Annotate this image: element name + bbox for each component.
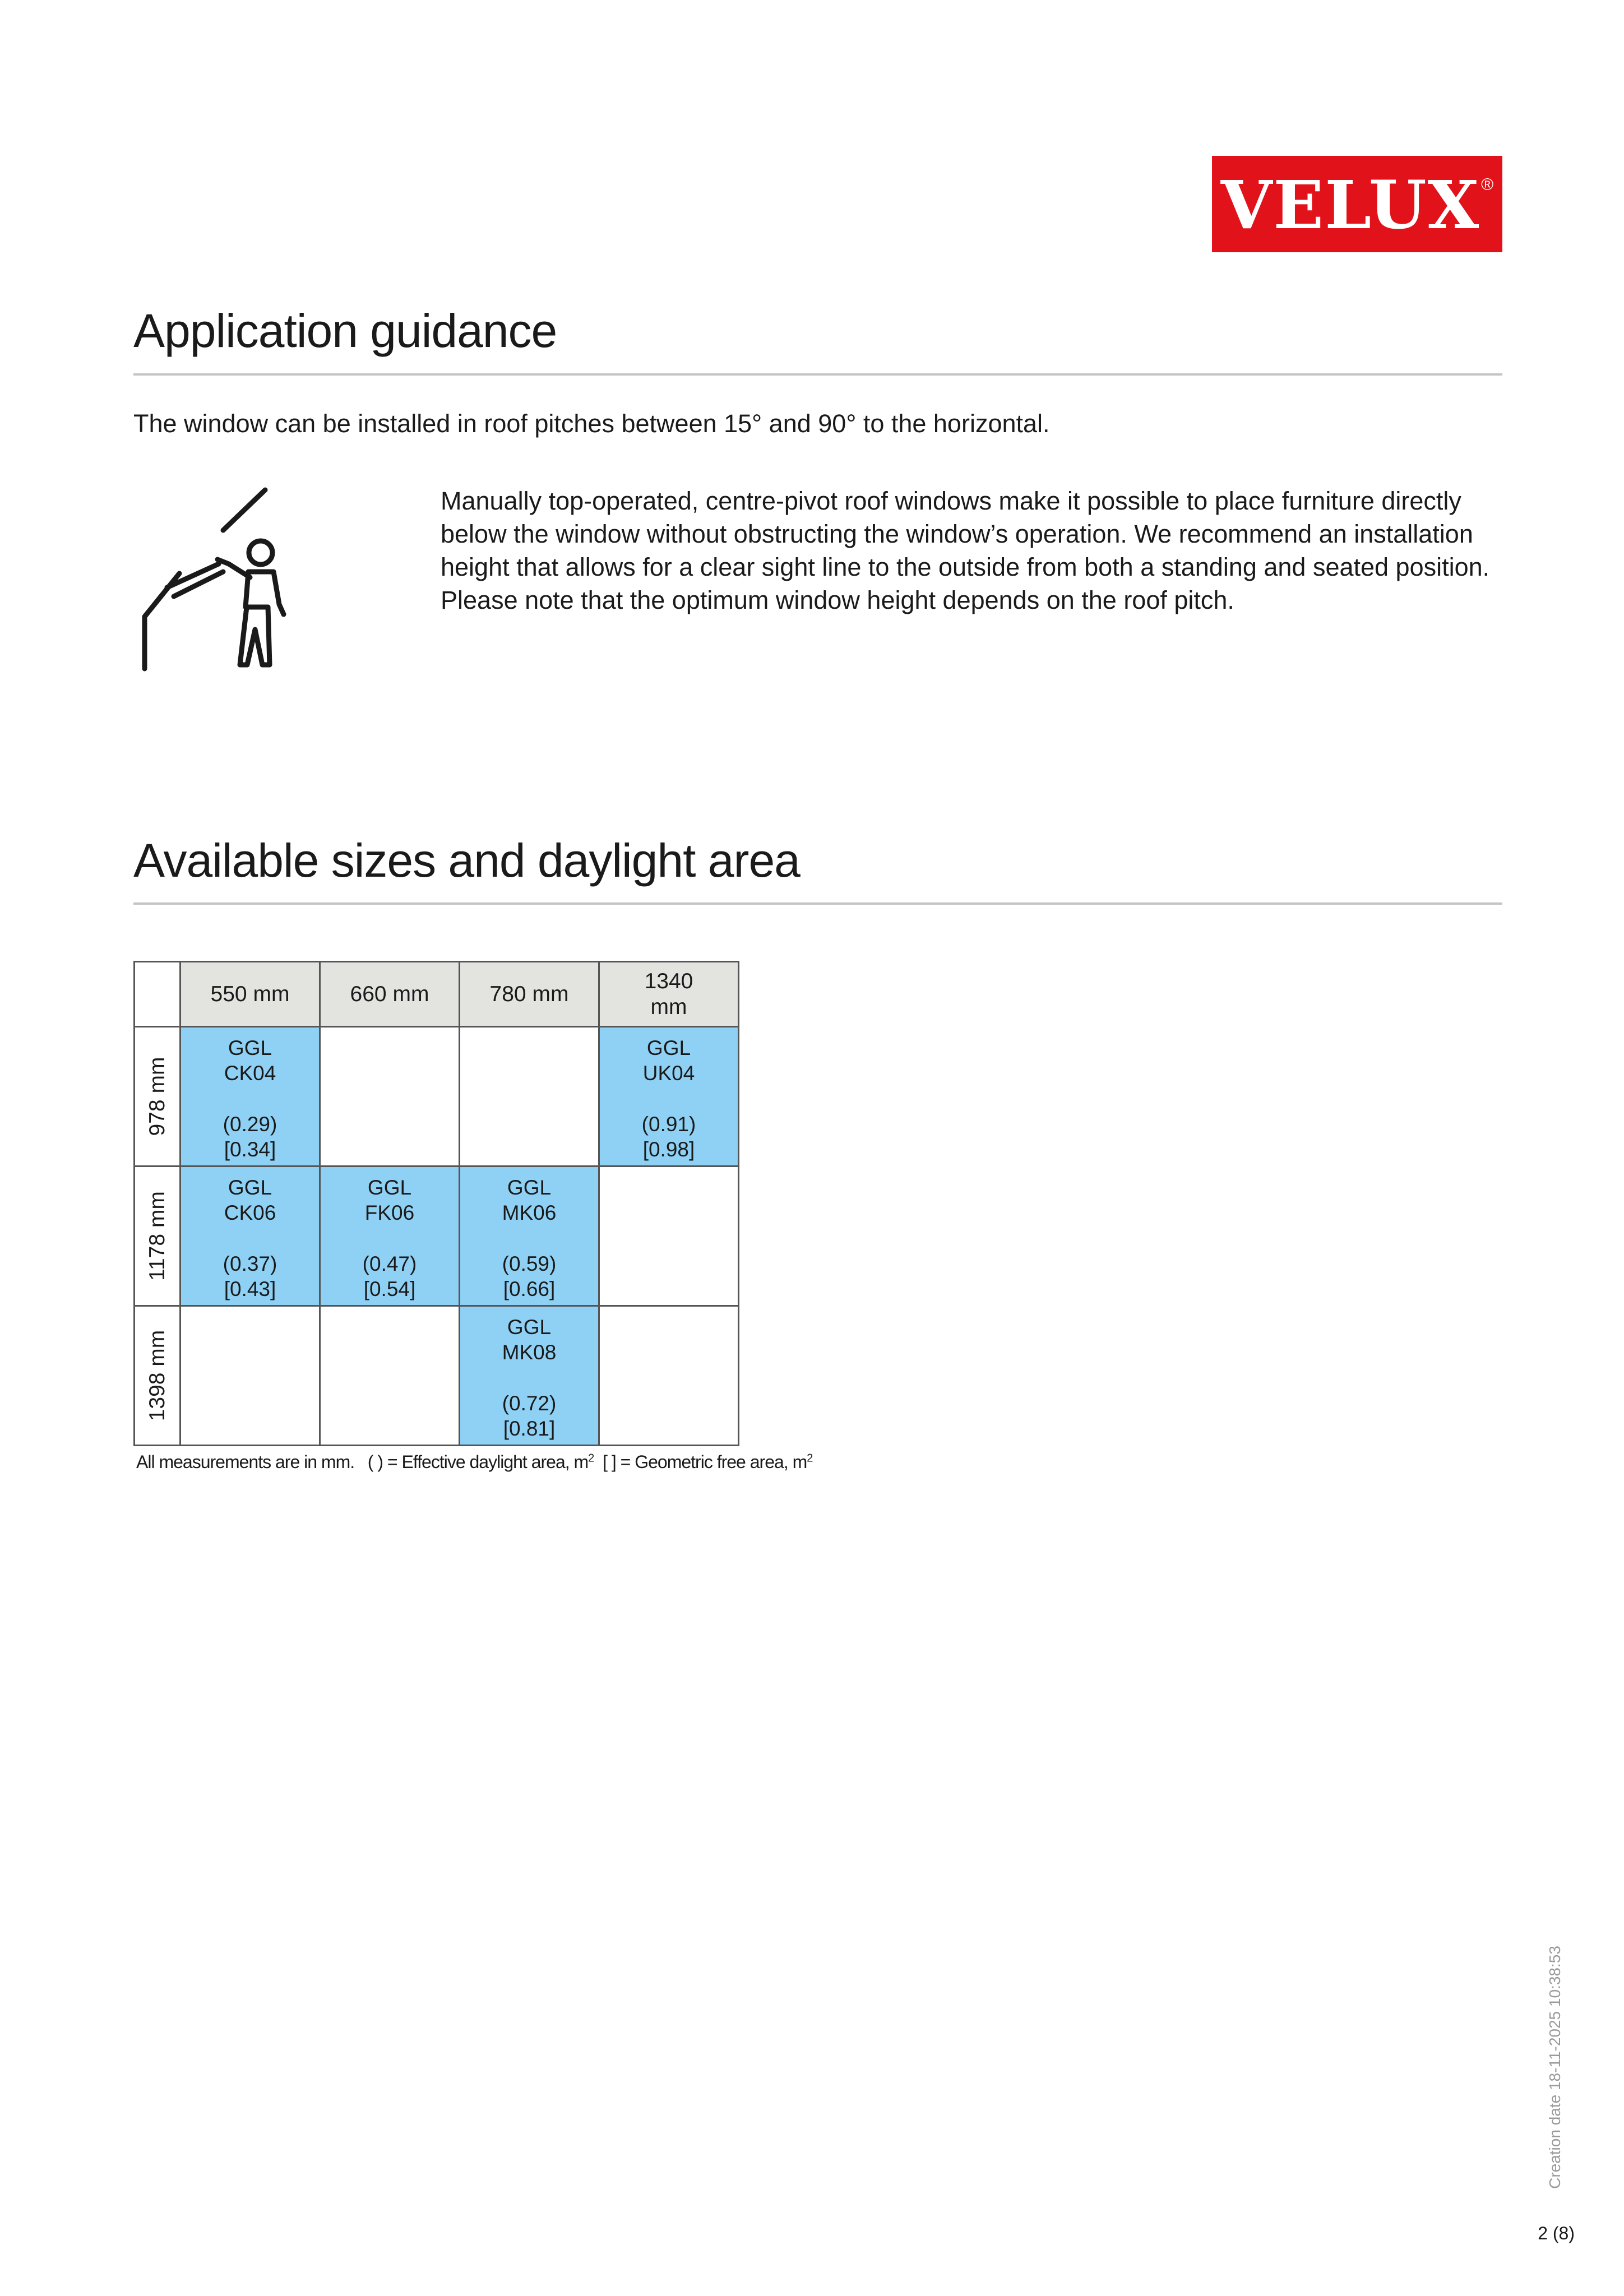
size-code-line: UK04 (642, 1062, 695, 1085)
velux-logo (1212, 156, 1502, 252)
size-cell (599, 1027, 739, 1166)
effective-daylight-area: (0.37) (223, 1252, 277, 1275)
width-column-header (320, 962, 460, 1027)
table-header-row (135, 962, 739, 1027)
height-row-header (135, 1306, 181, 1446)
section-divider (133, 373, 1502, 376)
application-guidance-heading: Application guidance (133, 304, 557, 357)
geometric-free-area: [0.81] (503, 1417, 556, 1440)
section-divider (133, 902, 1502, 905)
note-effective: ( ) = Effective daylight area, m (367, 1452, 589, 1472)
empty-cell (599, 1306, 739, 1446)
registered-mark: ® (1481, 175, 1494, 194)
installation-description: Manually top-operated, centre-pivot roof windows make it possible to place furniture directly below the window without obstructing the window’s operation. We recommend an installation height that allows for a clear sight line to the outside from both a standing and seated position. Please note that the optimum window height depends on the roof pitch. (441, 487, 1490, 614)
geometric-free-area: [0.54] (363, 1277, 416, 1300)
width-label: 660 mm (350, 982, 429, 1006)
table-corner (135, 962, 181, 1027)
product-code-line: GGL (507, 1316, 552, 1339)
product-code-line: GGL (646, 1036, 691, 1059)
effective-daylight-area: (0.72) (502, 1392, 557, 1415)
person-operating-roof-window-icon (139, 487, 307, 672)
measurement-note (136, 1452, 812, 1473)
size-cell (181, 1027, 320, 1166)
table-row (135, 1027, 739, 1166)
sizes-heading: Available sizes and daylight area (133, 834, 800, 887)
empty-cell (320, 1027, 460, 1166)
table-row (135, 1166, 739, 1306)
product-code-line: GGL (507, 1176, 552, 1199)
size-code-line: FK06 (364, 1201, 415, 1224)
size-code-line: MK08 (502, 1341, 557, 1364)
size-cell (460, 1306, 599, 1446)
width-column-header (181, 962, 320, 1027)
geometric-free-area: [0.98] (642, 1138, 695, 1161)
empty-cell (320, 1306, 460, 1446)
product-code-line: GGL (228, 1036, 272, 1059)
table-row (135, 1306, 739, 1446)
geometric-free-area: [0.66] (503, 1277, 556, 1300)
note-geometric: [ ] = Geometric free area, m (603, 1452, 807, 1472)
empty-cell (181, 1306, 320, 1446)
width-label: 780 mm (489, 982, 569, 1006)
effective-daylight-area: (0.91) (641, 1113, 696, 1136)
width-label: 550 mm (210, 982, 290, 1006)
product-code-line: GGL (228, 1176, 272, 1199)
height-label: 1178 mm (145, 1191, 169, 1281)
height-row-header (135, 1027, 181, 1166)
size-code-line: MK06 (502, 1201, 557, 1224)
product-code-line: GGL (367, 1176, 412, 1199)
height-label: 1398 mm (145, 1330, 169, 1422)
size-code-line: CK04 (224, 1062, 276, 1085)
note-measure: All measurements are in mm. (136, 1452, 355, 1472)
logo-wordmark: VELUX (1220, 166, 1480, 244)
size-code-line: CK06 (224, 1201, 276, 1224)
width-label: mm (650, 994, 687, 1019)
roof-pitch-text: The window can be installed in roof pitches between 15° and 90° to the horizontal. (133, 409, 1050, 438)
size-cell (320, 1166, 460, 1306)
height-row-header (135, 1166, 181, 1306)
effective-daylight-area: (0.29) (223, 1113, 277, 1136)
width-column-header (460, 962, 599, 1027)
size-cell (460, 1166, 599, 1306)
width-column-header (599, 962, 739, 1027)
geometric-free-area: [0.34] (224, 1138, 276, 1161)
creation-date: Creation date 18-11-2025 10:38:53 (1546, 1946, 1563, 2189)
height-label: 978 mm (145, 1057, 169, 1136)
empty-cell (599, 1166, 739, 1306)
empty-cell (460, 1027, 599, 1166)
effective-daylight-area: (0.47) (362, 1252, 417, 1275)
size-cell (181, 1166, 320, 1306)
geometric-free-area: [0.43] (224, 1277, 276, 1300)
note-geometric-sup: 2 (807, 1452, 813, 1465)
page-number: 2 (8) (1538, 2223, 1575, 2243)
width-label: 1340 (644, 969, 693, 993)
effective-daylight-area: (0.59) (502, 1252, 557, 1275)
size-table (133, 961, 739, 1446)
note-effective-sup: 2 (588, 1452, 594, 1465)
